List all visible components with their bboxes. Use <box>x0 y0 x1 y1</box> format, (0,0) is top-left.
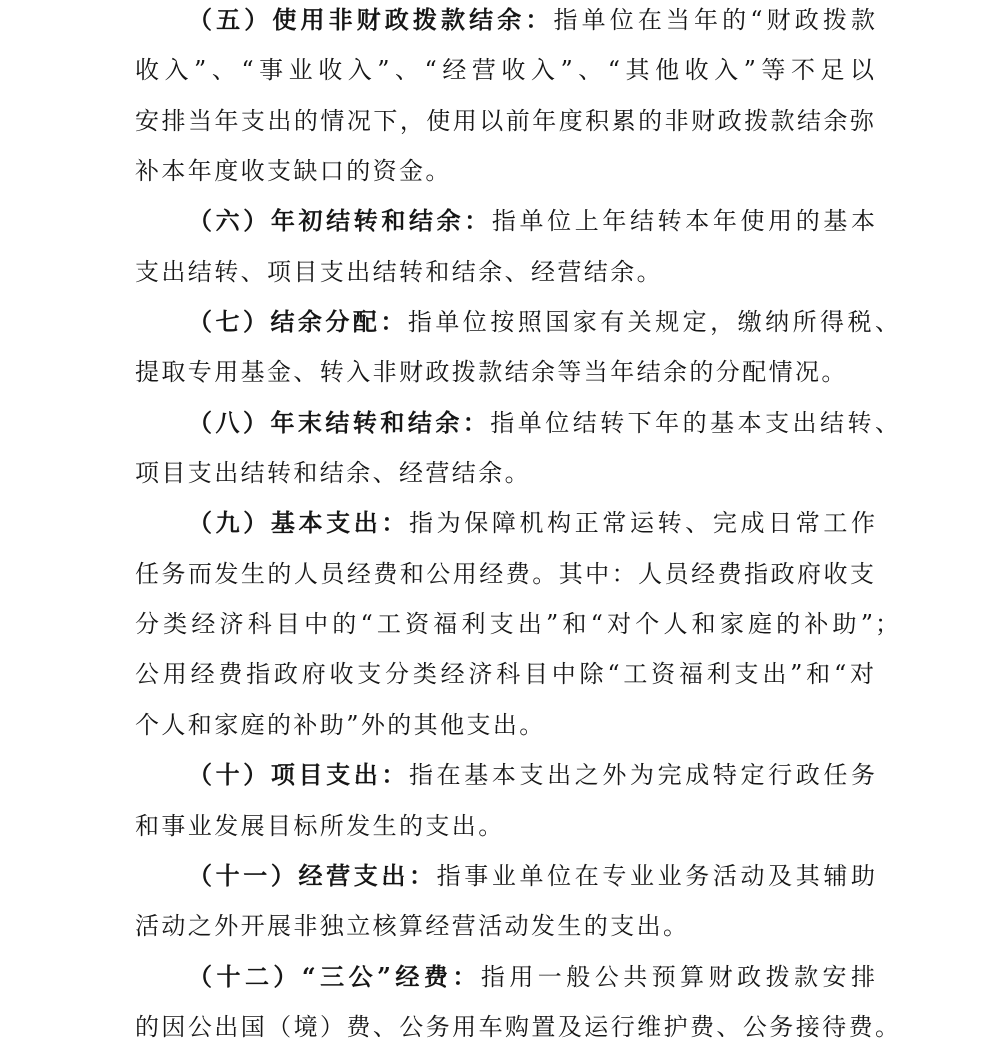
paragraph-text: 指用一般公共预算财政拨款安排 <box>480 962 877 991</box>
paragraph-heading: （十）项目支出： <box>188 760 409 790</box>
paragraph-item-5 <box>0 5 1000 186</box>
paragraph-heading: （七）结余分配： <box>188 307 408 337</box>
text-line: 分类经济科目中的“工资福利支出”和“对个人和家庭的补助”； <box>135 610 901 639</box>
text-line: 安排当年支出的情况下，使用以前年度积累的非财政拨款结余弥 <box>135 106 876 135</box>
document-page <box>0 5 1000 1042</box>
text-line: 个人和家庭的补助”外的其他支出。 <box>135 710 546 739</box>
paragraph-heading: （八）年末结转和结余： <box>188 407 491 437</box>
paragraph-text: 指单位结转下年的基本支出结转、 <box>490 408 901 437</box>
text-line <box>188 760 877 790</box>
paragraph-item-12 <box>0 962 1000 1042</box>
paragraph-item-6 <box>0 206 1000 286</box>
text-line: 活动之外开展非独立核算经营活动发生的支出。 <box>135 912 690 941</box>
paragraph-heading: （六）年初结转和结余： <box>188 206 492 236</box>
text-line: 提取专用基金、转入非财政拨款结余等当年结余的分配情况。 <box>135 358 848 387</box>
paragraph-item-11 <box>0 861 1000 941</box>
text-line: 项目支出结转和结余、经营结余。 <box>135 459 531 488</box>
text-line: 补本年度收支缺口的资金。 <box>135 157 452 186</box>
paragraph-item-8 <box>0 408 1000 488</box>
text-line: 收入”、“事业收入”、“经营收入”、“其他收入”等不足以 <box>135 56 876 85</box>
paragraph-text: 指单位在当年的“财政拨款 <box>553 6 877 34</box>
paragraph-heading: （五）使用非财政拨款结余： <box>188 5 554 34</box>
text-line <box>188 206 877 236</box>
paragraph-text: 指单位按照国家有关规定，缴纳所得税、 <box>407 308 901 337</box>
text-line <box>188 408 901 438</box>
paragraph-heading: （十二）“三公”经费： <box>188 961 481 991</box>
paragraph-text: 指事业单位在专业业务活动及其辅助 <box>436 861 877 890</box>
paragraph-heading: （九）基本支出： <box>188 508 409 538</box>
text-line <box>188 508 877 538</box>
paragraph-item-10 <box>0 760 1000 840</box>
text-line <box>188 5 877 35</box>
paragraph-heading: （十一）经营支出： <box>188 860 437 890</box>
text-line <box>188 307 901 337</box>
text-line: 的因公出国（境）费、公务用车购置及运行维护费、公务接待费。 <box>135 1012 901 1041</box>
paragraph-item-9 <box>0 508 1000 739</box>
text-line: 和事业发展目标所发生的支出。 <box>135 811 505 840</box>
text-line: 公用经费指政府收支分类经济科目中除“工资福利支出”和“对 <box>135 660 876 689</box>
paragraph-text: 指单位上年结转本年使用的基本 <box>491 207 877 236</box>
text-line <box>188 861 877 891</box>
paragraph-item-7 <box>0 307 1000 387</box>
paragraph-text: 指在基本支出之外为完成特定行政任务 <box>409 761 877 790</box>
paragraph-text: 指为保障机构正常运转、完成日常工作 <box>409 509 877 538</box>
text-line: 支出结转、项目支出结转和结余、经营结余。 <box>135 257 663 286</box>
text-line <box>188 962 877 992</box>
text-line: 任务而发生的人员经费和公用经费。其中：人员经费指政府收支 <box>135 559 876 588</box>
